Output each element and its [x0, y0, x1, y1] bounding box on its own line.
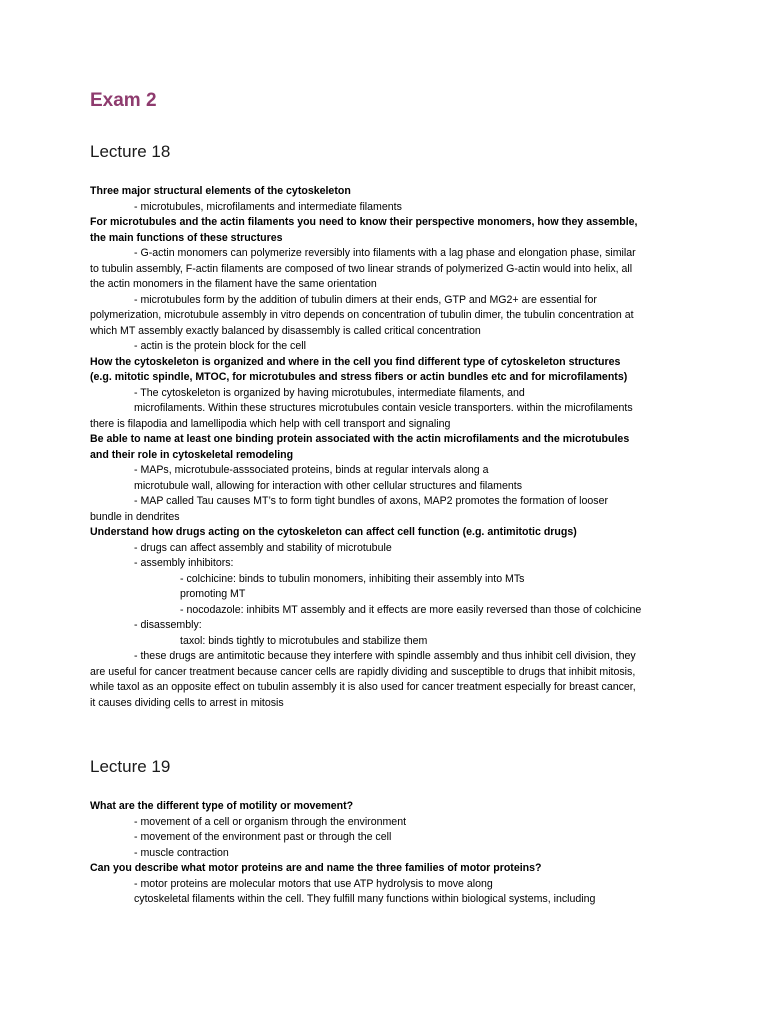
answer-line: - assembly inhibitors:	[134, 557, 234, 569]
answer-line: microfilaments. Within these structures microtubules contain vesicle transporters. within the microfilaments	[134, 402, 633, 414]
answer-line: - drugs can affect assembly and stability of microtubule	[134, 541, 392, 554]
answer-line: - The cytoskeleton is organized by having microtubules, intermediate filaments, and	[134, 386, 525, 399]
answer-line: to tubulin assembly, F-actin filaments are composed of two linear strands of polymerized G-actin would into helix, all	[90, 262, 633, 275]
answer-line: - disassembly:	[134, 619, 202, 631]
answer-line: - muscle contraction	[134, 846, 229, 859]
answer-line: which MT assembly exactly balanced by disassembly is called critical concentration	[90, 324, 481, 337]
question-line: the main functions of these structures	[90, 231, 283, 244]
lecture-19-notes	[90, 799, 680, 908]
answer-line: polymerization, microtubule assembly in vitro depends on concentration of tubulin dimer, the tubulin concentration at	[90, 309, 634, 321]
question-line: What are the different type of motility or movement?	[90, 800, 354, 812]
lecture-18-notes	[90, 184, 680, 711]
answer-line: the actin monomers in the filament have the same orientation	[90, 278, 377, 290]
question-line: Three major structural elements of the cytoskeleton	[90, 185, 351, 197]
answer-line: while taxol as an opposite effect on tubulin assembly it is also used for cancer treatment especially for breast cancer,	[90, 681, 636, 693]
lecture-19-heading: Lecture 19	[90, 757, 171, 776]
question-line: Be able to name at least one binding protein associated with the actin microfilaments and the microtubules	[90, 433, 630, 445]
answer-line: are useful for cancer treatment because cancer cells are rapidly dividing and susceptible to drugs that inhibit mitosis,	[90, 665, 636, 678]
answer-line: promoting MT	[180, 588, 246, 600]
answer-line: - MAPs, microtubule-asssociated proteins, binds at regular intervals along a	[134, 464, 489, 476]
question-line: How the cytoskeleton is organized and where in the cell you find different type of cytoskeleton structures	[90, 355, 621, 368]
question-line: Can you describe what motor proteins are and name the three families of motor proteins?	[90, 862, 542, 874]
answer-line: bundle in dendrites	[90, 510, 180, 523]
answer-line: - actin is the protein block for the cell	[134, 340, 306, 352]
answer-line: there is filapodia and lamellipodia which help with cell transport and signaling	[90, 417, 451, 430]
answer-line: - microtubules form by the addition of tubulin dimers at their ends, GTP and MG2+ are essential for	[134, 293, 597, 306]
answer-line: it causes dividing cells to arrest in mitosis	[90, 696, 284, 709]
lecture-18-heading: Lecture 18	[90, 142, 171, 161]
answer-line: - colchicine: binds to tubulin monomers, inhibiting their assembly into MTs	[180, 572, 525, 585]
answer-line: - microtubules, microfilaments and intermediate filaments	[134, 200, 402, 213]
answer-line: taxol: binds tightly to microtubules and stabilize them	[180, 634, 428, 647]
question-line: For microtubules and the actin filaments you need to know their perspective monomers, how they assemble,	[90, 216, 638, 228]
document-title: Exam 2	[90, 90, 157, 111]
question-line: and their role in cytoskeletal remodeling	[90, 448, 294, 461]
answer-line: - MAP called Tau causes MT’s to form tight bundles of axons, MAP2 promotes the formation of looser	[134, 495, 609, 507]
answer-line: microtubule wall, allowing for interaction with other cellular structures and filaments	[134, 479, 523, 492]
answer-line: - movement of the environment past or through the cell	[134, 831, 392, 843]
question-line: Understand how drugs acting on the cytoskeleton can affect cell function (e.g. antimitotic drugs)	[90, 526, 577, 538]
answer-line: cytoskeletal filaments within the cell. They fulfill many functions within biological systems, including	[134, 893, 596, 905]
answer-line: - nocodazole: inhibits MT assembly and it effects are more easily reversed than those of colchicine	[180, 603, 642, 616]
question-line: (e.g. mitotic spindle, MTOC, for microtubules and stress fibers or actin bundles etc and for microfilaments)	[90, 371, 628, 383]
answer-line: - movement of a cell or organism through the environment	[134, 815, 407, 828]
answer-line: - motor proteins are molecular motors that use ATP hydrolysis to move along	[134, 877, 493, 890]
answer-line: - G-actin monomers can polymerize reversibly into filaments with a lag phase and elongation phase, similar	[134, 247, 636, 259]
answer-line: - these drugs are antimitotic because they interfere with spindle assembly and thus inhibit cell division, they	[134, 650, 636, 662]
